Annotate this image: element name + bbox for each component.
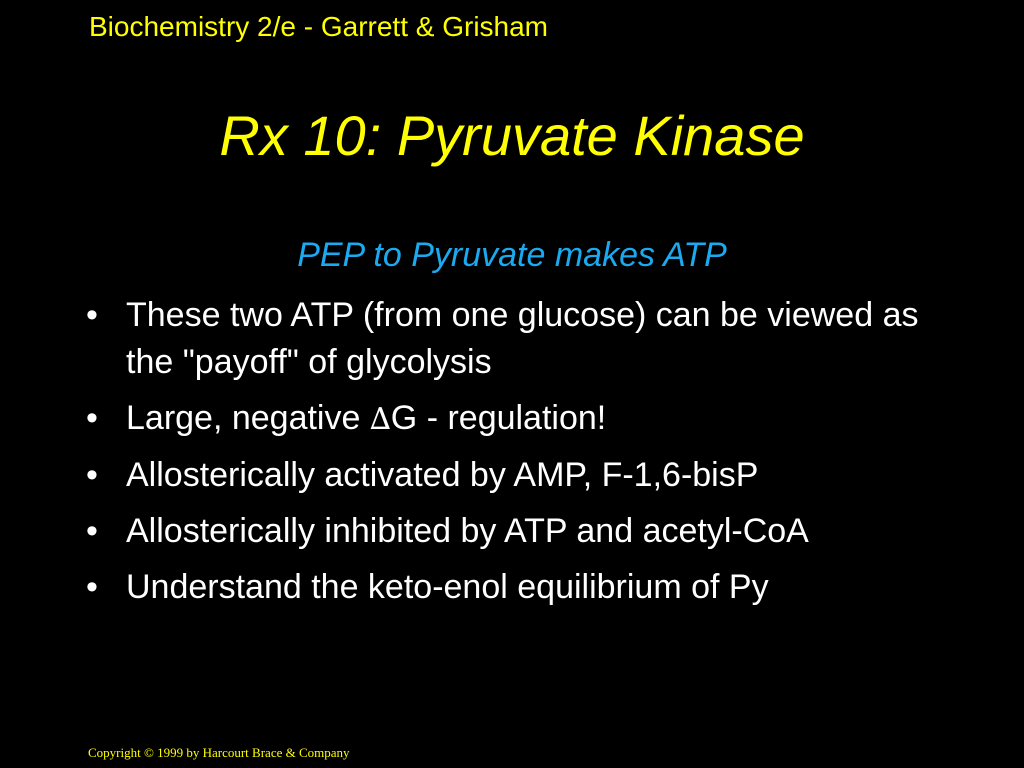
bullet-item-delta-g xyxy=(80,395,960,443)
bullet-item-activated xyxy=(80,452,960,499)
bullet-text: These two ATP (from one glucose) can be viewed as the "payoff" of glycolysis xyxy=(126,296,919,381)
bullet-text-after: G - regulation! xyxy=(390,399,607,437)
bullet-marker: • xyxy=(86,568,98,606)
bullet-marker: • xyxy=(86,512,98,550)
delta-symbol: ∆ xyxy=(369,402,391,437)
bullet-marker: • xyxy=(86,296,98,334)
bullet-text: Allosterically inhibited by ATP and acetyl-CoA xyxy=(126,512,809,550)
bullet-text-before: Large, negative xyxy=(126,399,370,437)
copyright-notice: Copyright © 1999 by Harcourt Brace & Company xyxy=(88,745,350,760)
bullet-item-payoff xyxy=(80,292,960,386)
bullet-text: Allosterically activated by AMP, F-1,6-bisP xyxy=(126,456,759,494)
bullet-marker: • xyxy=(86,456,98,494)
bullet-marker: • xyxy=(86,399,98,437)
bullet-list xyxy=(80,292,960,620)
slide-title: Rx 10: Pyruvate Kinase xyxy=(219,104,805,167)
bullet-text: Understand the keto-enol equilibrium of Py xyxy=(126,568,769,606)
slide-header: Biochemistry 2/e - Garrett & Grisham xyxy=(89,11,549,42)
slide-subtitle: PEP to Pyruvate makes ATP xyxy=(297,236,727,274)
bullet-item-inhibited xyxy=(80,508,960,555)
bullet-item-keto-enol xyxy=(80,564,960,611)
